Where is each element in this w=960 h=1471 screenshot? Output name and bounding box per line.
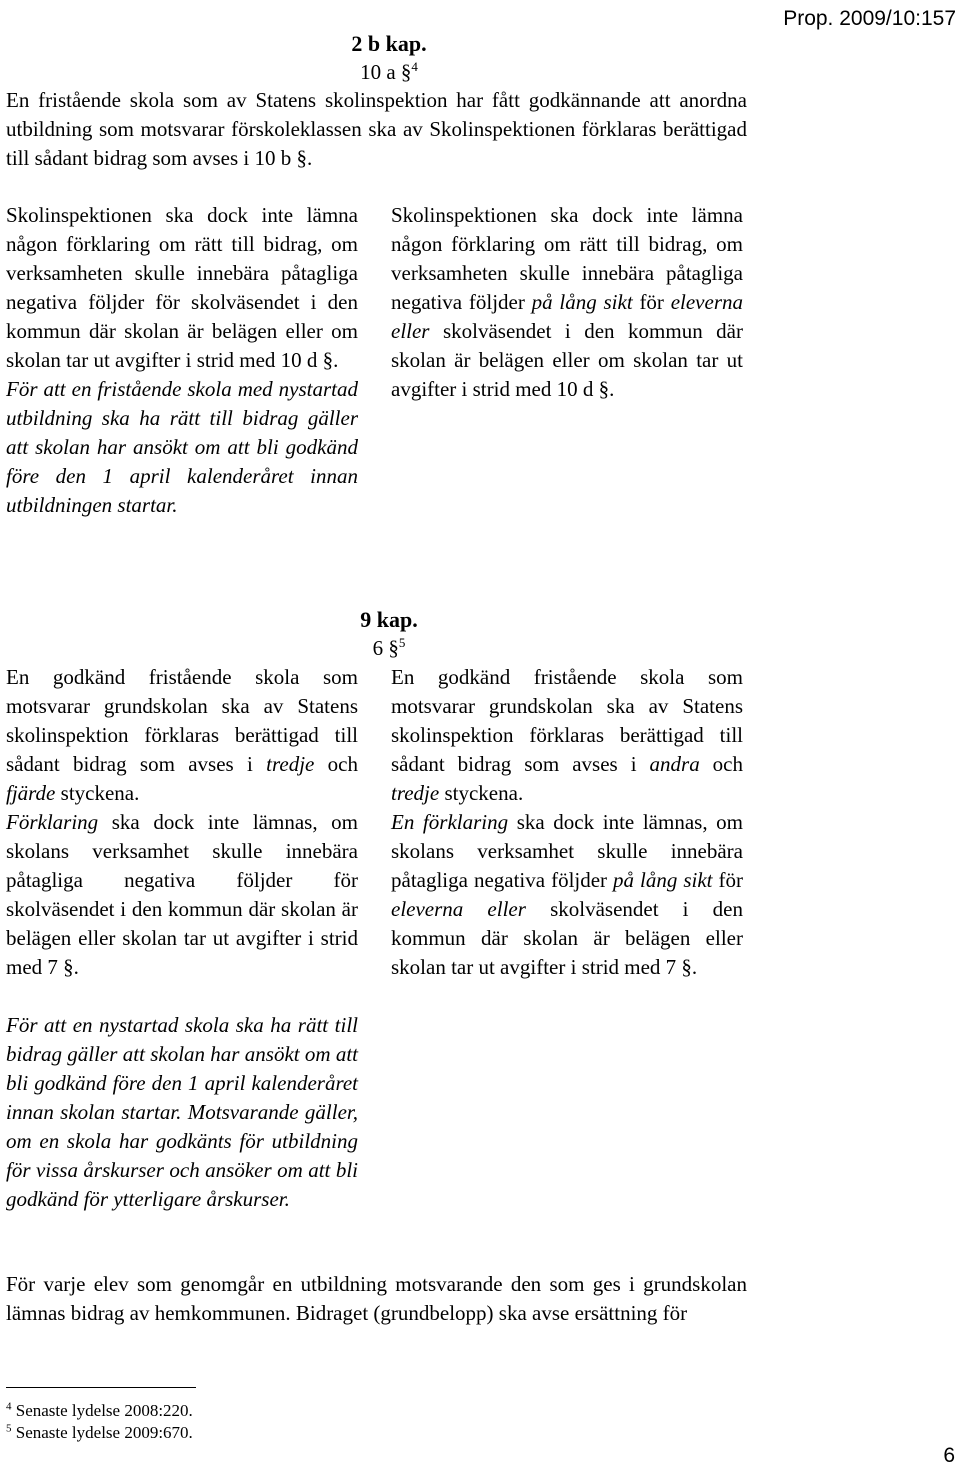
footnote-divider — [6, 1387, 196, 1388]
left-paragraph-1: Skolinspektionen ska dock inte lämna någon förklaring om rätt till bidrag, om verksamheten skulle innebära påtagliga negativa följder för skolväsendet i den kommun där skolan är belägen eller om skolan tar ut avgifter i strid med 10 d §. — [6, 203, 358, 372]
page-number: 6 — [943, 1444, 955, 1467]
section-number: 6 — [372, 636, 384, 660]
left-paragraph-1: En godkänd fristående skola som motsvarar grundskolan ska av Statens skolinspektion förklaras berättigad till sådant bidrag som avses i tredje och fjärde styckena. — [6, 665, 359, 805]
section-heading: 10 a §$^4$ — [360, 59, 418, 84]
left-paragraph-3: För att en nystartad skola ska ha rätt till bidrag gäller att skolan har ansökt om att bli godkänd före den 1 april kalenderåret innan skolan startar. Motsvarande gäller, om en skola har godkänts för utbildning för vissa årskurser och ansöker om att bli godkänd för ytterligare årskurser. — [6, 1013, 358, 1211]
right-column-paragraph: Skolinspektionen ska dock inte lämna någon förklaring om rätt till bidrag, om verksamheten skulle innebära påtagliga negativa följder på lång sikt för eleverna eller skolväsendet i den kommun där skolan är belägen eller om skolan tar ut avgifter i strid med 10 d §. — [391, 203, 743, 401]
footnotes — [6, 1400, 193, 1444]
chapter-title: 9 kap. — [360, 607, 418, 632]
left-column-paragraph — [6, 663, 358, 1214]
footnote: $^5$ Senaste lydelse 2009:670. — [6, 1422, 193, 1442]
right-paragraph-2: En förklaring ska dock inte lämnas, om skolans verksamhet skulle innebära påtagliga negativa följder på lång sikt för eleverna eller skolväsendet i den kommun där skolan är belägen eller skolan tar ut avgifter i strid med 7 §. — [391, 810, 744, 979]
footnote: $^4$ Senaste lydelse 2008:220. — [6, 1400, 193, 1420]
proposition-reference: Prop. 2009/10:157 — [783, 7, 956, 30]
right-paragraph-1: En godkänd fristående skola som motsvarar grundskolan ska av Statens skolinspektion förklaras berättigad till sådant bidrag som avses i andra och tredje styckena. — [391, 665, 744, 805]
right-column-paragraph — [391, 663, 743, 982]
footnote-ref: 5 — [398, 635, 406, 650]
section-heading: 6 §$^5$ — [372, 635, 406, 660]
section-number: 10 a — [360, 60, 396, 84]
closing-paragraph: För varje elev som genomgår en utbildning motsvarande den som ges i grundskolan lämnas bidrag av hemkommunen. Bidraget (grundbelopp) ska avse ersättning för — [6, 1272, 747, 1325]
chapter-title: 2 b kap. — [351, 31, 427, 56]
left-paragraph-2: För att en fristående skola med nystartad utbildning ska ha rätt till bidrag gäller att skolan har ansökt om att bli godkänd före den 1 april kalenderåret innan utbildningen startar. — [6, 377, 358, 517]
left-column-paragraph — [6, 201, 358, 520]
footnote-ref: 4 — [411, 59, 418, 74]
intro-paragraph: En fristående skola som av Statens skolinspektion har fått godkännande att anordna utbildning som motsvarar förskoleklassen ska av Skolinspektionen förklaras berättigad till sådant bidrag som avses i 10 b §. — [6, 88, 747, 170]
left-paragraph-2: Förklaring ska dock inte lämnas, om skolans verksamhet skulle innebära påtagliga negativa följder för skolväsendet i den kommun där skolan är belägen eller skolan tar ut avgifter i strid med 7 §. — [6, 810, 358, 979]
